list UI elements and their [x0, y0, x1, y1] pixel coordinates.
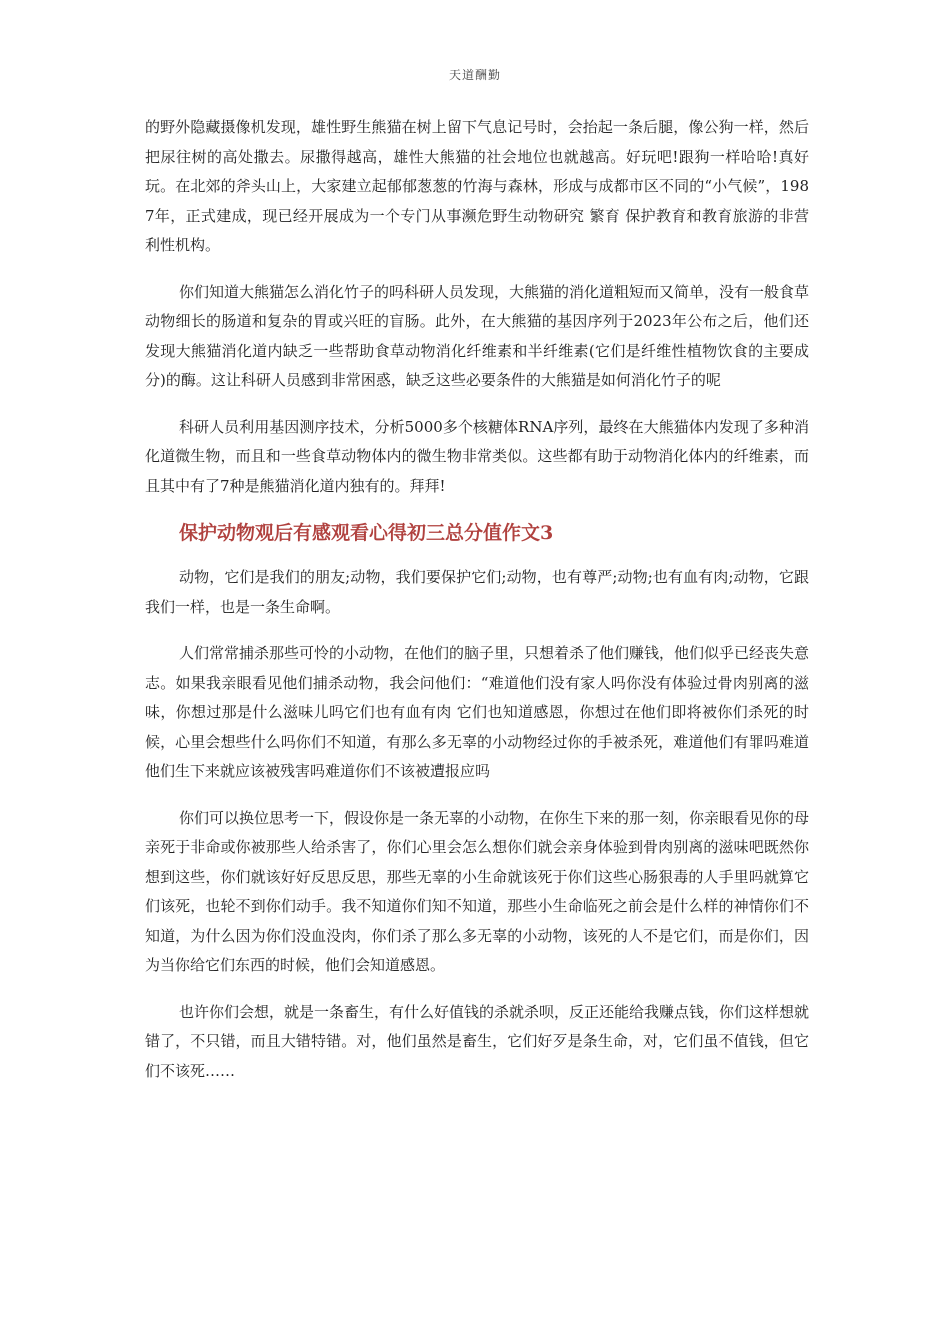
- paragraph: 的野外隐藏摄像机发现，雄性野生熊猫在树上留下气息记号时，会抬起一条后腿，像公狗一样，然后把尿往树的高处撒去。尿撒得越高，雄性大熊猫的社会地位也就越高。好玩吧!跟狗一样哈哈!真好玩。在北郊的斧头山上，大家建立起郁郁葱葱的竹海与森林，形成与成都市区不同的“小气候”，1987年，正式建成，现已经开展成为一个专门从事濒危野生动物研究 繁育 保护教育和教育旅游的非营利性机构。: [145, 118, 809, 254]
- page-header: 天道酬勤: [448, 68, 501, 82]
- paragraph: 你们知道大熊猫怎么消化竹子的吗科研人员发现，大熊猫的消化道粗短而又简单，没有一般食草动物细长的肠道和复杂的胃或兴旺的盲肠。此外，在大熊猫的基因序列于2023年公布之后，他们还发现大熊猫消化道内缺乏一些帮助食草动物消化纤维素和半纤维素(它们是纤维性植物饮食的主要成分)的酶。这让科研人员感到非常困惑，缺乏这些必要条件的大熊猫是如何消化竹子的呢: [145, 282, 810, 389]
- paragraph: 动物，它们是我们的朋友;动物，我们要保护它们;动物，也有尊严;动物;也有血有肉;动物，它跟我们一样，也是一条生命啊。: [145, 568, 809, 616]
- paragraph: 人们常常捕杀那些可怜的小动物，在他们的脑子里，只想着杀了他们赚钱，他们似乎已经丧失意志。如果我亲眼看见他们捕杀动物，我会问他们：“难道他们没有家人吗你没有体验过骨肉别离的滋味，你想过那是什么滋味儿吗它们也有血有肉 它们也知道感恩，你想过在他们即将被你们杀死的时候，心里会想些什么吗你们不知道，有那么多无辜的小动物经过你的手被杀死，难道他们有罪吗难道他们生下来就应该被残害吗难道你们不该被遭报应吗: [145, 644, 810, 780]
- paragraph: 也许你们会想，就是一条畜生，有什么好值钱的杀就杀呗，反正还能给我赚点钱，你们这样想就错了，不只错，而且大错特错。对，他们虽然是畜生，它们好歹是条生命，对，它们虽不值钱，但它们不该死……: [145, 1002, 810, 1080]
- section-title: 保护动物观后有感观看心得初三总分值作文3: [179, 522, 554, 544]
- paragraph: 你们可以换位思考一下，假设你是一条无辜的小动物，在你生下来的那一刻，你亲眼看见你的母亲死于非命或你被那些人给杀害了，你们心里会怎么想你们就会亲身体验到骨肉别离的滋味吧既然你想到这些，你们就该好好反思反思，那些无辜的小生命就该死于你们这些心肠狠毒的人手里吗就算它们该死，也轮不到你们动手。我不知道你们知不知道，那些小生命临死之前会是什么样的神情你们不知道，为什么因为你们没血没肉，你们杀了那么多无辜的小动物，该死的人不是它们，而是你们，因为当你给它们东西的时候，他们会知道感恩。: [145, 808, 810, 974]
- article-body: [145, 113, 809, 1103]
- paragraph: 科研人员利用基因测序技术，分析5000多个核糖体RNA序列，最终在大熊猫体内发现了多种消化道微生物，而且和一些食草动物体内的微生物非常类似。这些都有助于动物消化体内的纤维素，而且其中有了7种是熊猫消化道内独有的。拜拜!: [145, 417, 809, 495]
